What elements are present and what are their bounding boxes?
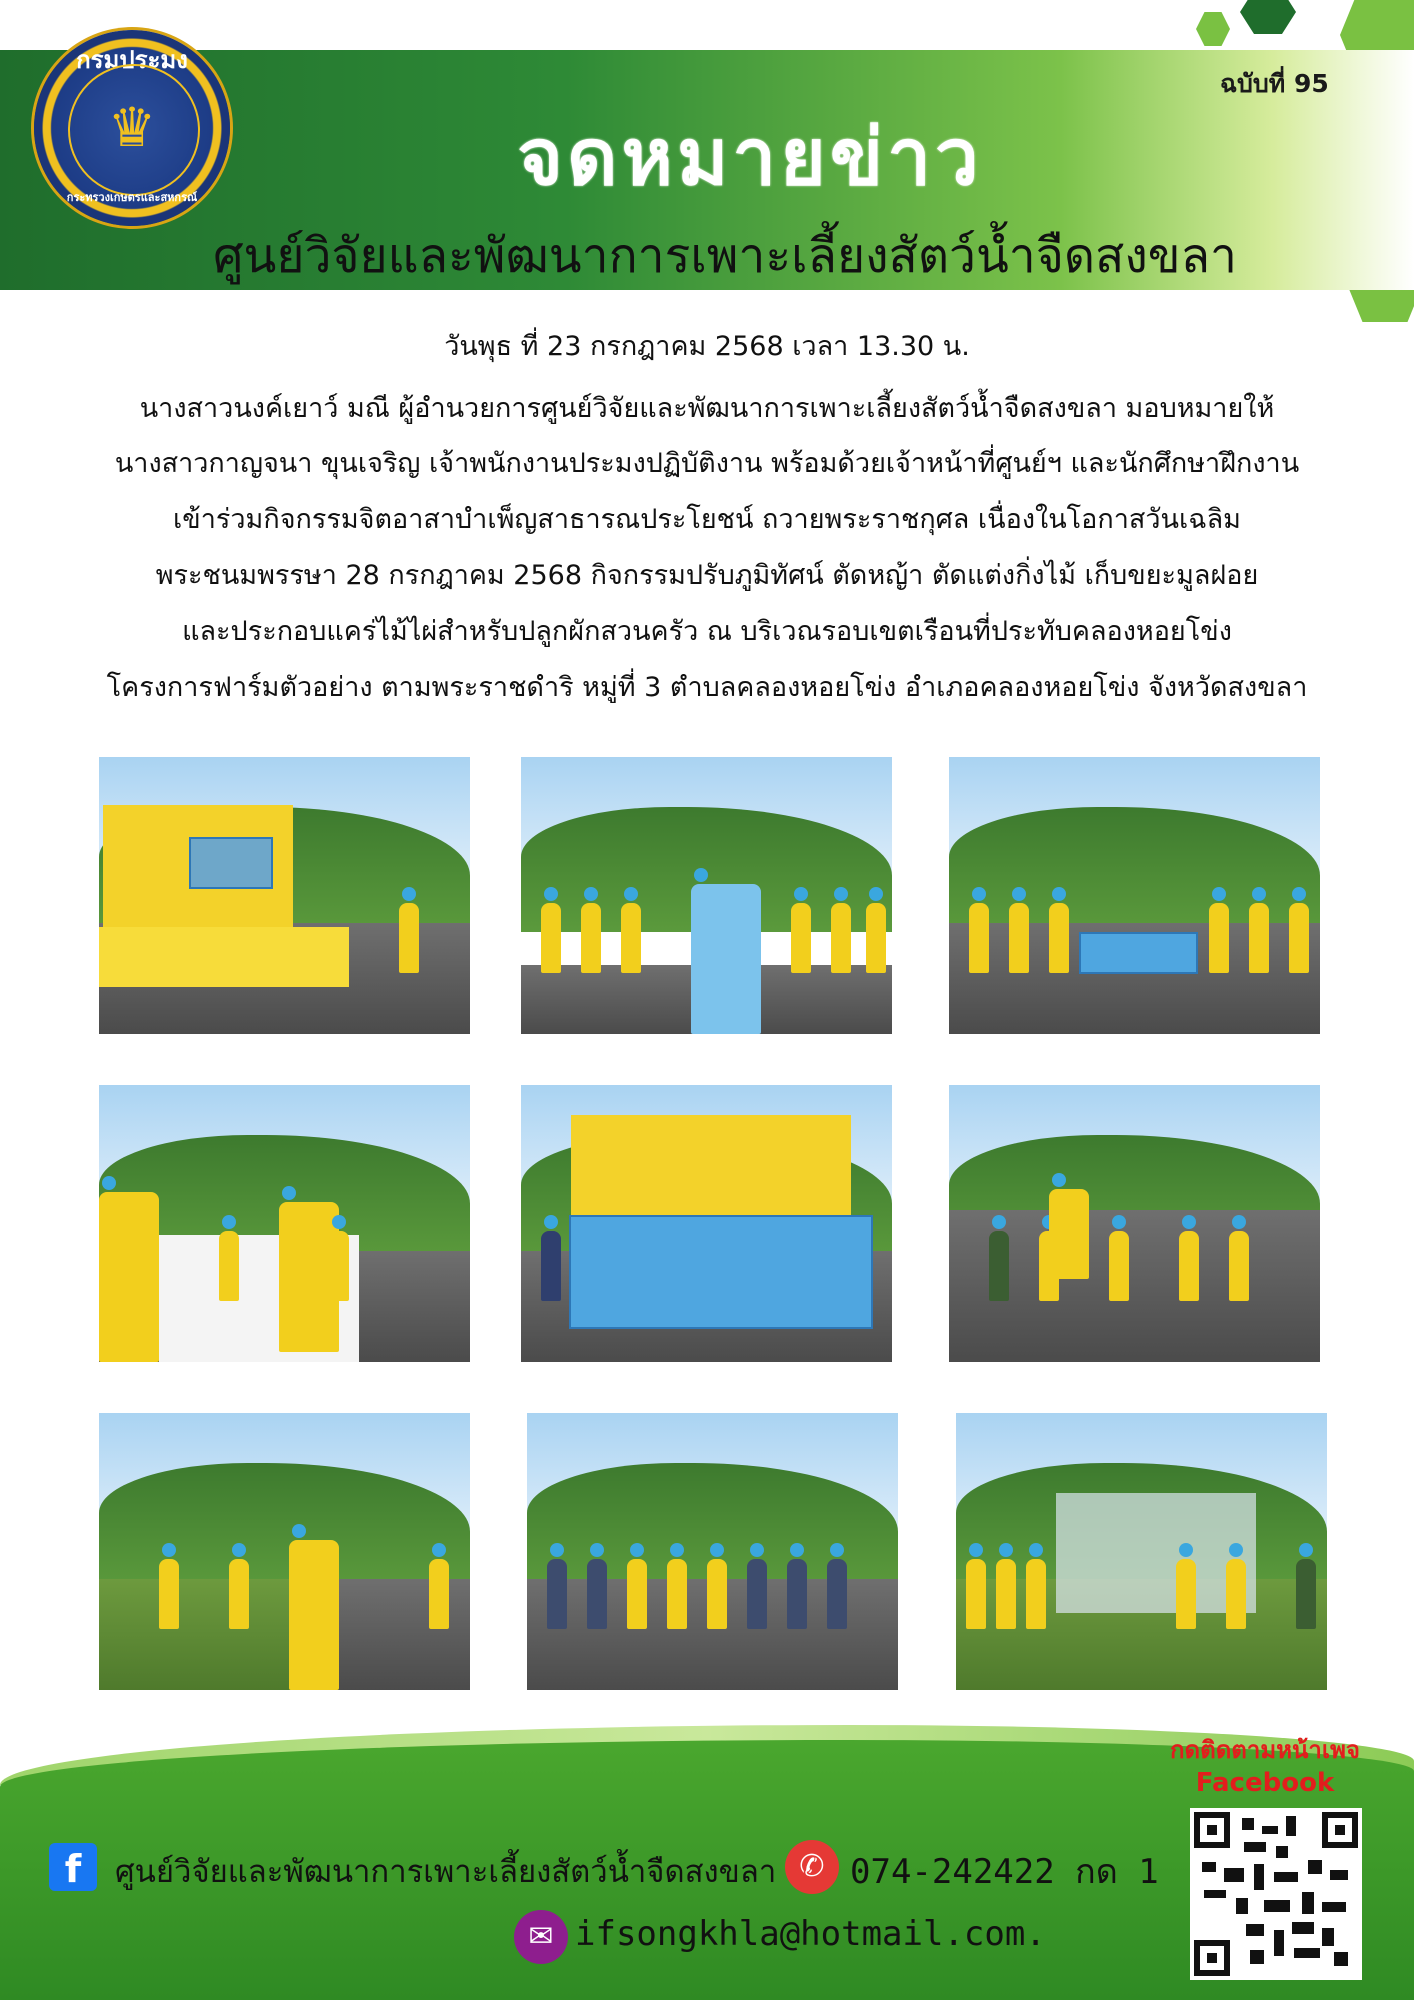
article-line: พระชนมพรรษา 28 กรกฎาคม 2568 กิจกรรมปรับภูมิทัศน์ ตัดหญ้า ตัดแต่งกิ่งไม้ เก็บขยะมูลฝอย xyxy=(155,560,1259,591)
event-date: วันพุธ ที่ 23 กรกฎาคม 2568 เวลา 13.30 น. xyxy=(444,331,970,362)
activity-photo xyxy=(99,757,470,1034)
decor-hexagon xyxy=(1240,0,1296,34)
article-line: นางสาวกาญจนา ขุนเจริญ เจ้าพนักงานประมงปฏิบัติงาน พร้อมด้วยเจ้าหน้าที่ศูนย์ฯ และนักศึกษาฝึกงาน xyxy=(114,448,1300,479)
activity-photo xyxy=(949,757,1320,1034)
department-logo xyxy=(34,30,230,226)
phone-number[interactable]: 074-242422 กด 1 xyxy=(850,1852,1159,1892)
activity-photo xyxy=(99,1413,470,1690)
emblem-icon: ♛ xyxy=(107,96,157,159)
logo-bottom-text: กระทรวงเกษตรและสหกรณ์ xyxy=(66,191,198,204)
facebook-icon[interactable]: f xyxy=(49,1843,97,1891)
follow-page-label: กดติดตามหน้าเพจ xyxy=(1170,1736,1360,1764)
activity-photo xyxy=(527,1413,898,1690)
article-line: โครงการฟาร์มตัวอย่าง ตามพระราชดำริ หมู่ที่ 3 ตำบลคลองหอยโข่ง อำเภอคลองหอยโข่ง จังหวัดสงขลา xyxy=(106,672,1308,703)
article-line: นางสาวนงค์เยาว์ มณี ผู้อำนวยการศูนย์วิจัยและพัฒนาการเพาะเลี้ยงสัตว์น้ำจืดสงขลา มอบหมายให้ xyxy=(139,393,1275,424)
qr-code[interactable] xyxy=(1190,1808,1362,1980)
issue-number: ฉบับที่ 95 xyxy=(1220,69,1329,98)
activity-photo xyxy=(99,1085,470,1362)
decor-hexagon xyxy=(1196,12,1230,46)
activity-photo xyxy=(956,1413,1327,1690)
follow-facebook-label: Facebook xyxy=(1195,1768,1335,1798)
phone-icon: ✆ xyxy=(785,1840,839,1894)
activity-photo xyxy=(949,1085,1320,1362)
newsletter-title: จดหมายข่าว xyxy=(517,113,983,203)
facebook-page-name[interactable]: ศูนย์วิจัยและพัฒนาการเพาะเลี้ยงสัตว์น้ำจืดสงขลา xyxy=(115,1854,777,1890)
logo-top-text: กรมประมง xyxy=(76,46,188,74)
article-line: และประกอบแคร่ไม้ไผ่สำหรับปลูกผักสวนครัว ณ บริเวณรอบเขตเรือนที่ประทับคลองหอยโข่ง xyxy=(182,616,1232,647)
email-address[interactable]: ifsongkhla@hotmail.com. xyxy=(575,1914,1046,1954)
mail-icon: ✉ xyxy=(514,1910,568,1964)
center-name: ศูนย์วิจัยและพัฒนาการเพาะเลี้ยงสัตว์น้ำจืดสงขลา xyxy=(213,228,1237,284)
activity-photo xyxy=(521,757,892,1034)
activity-photo xyxy=(521,1085,892,1362)
article-line: เข้าร่วมกิจกรรมจิตอาสาบำเพ็ญสาธารณประโยชน์ ถวายพระราชกุศล เนื่องในโอกาสวันเฉลิม xyxy=(173,504,1241,535)
